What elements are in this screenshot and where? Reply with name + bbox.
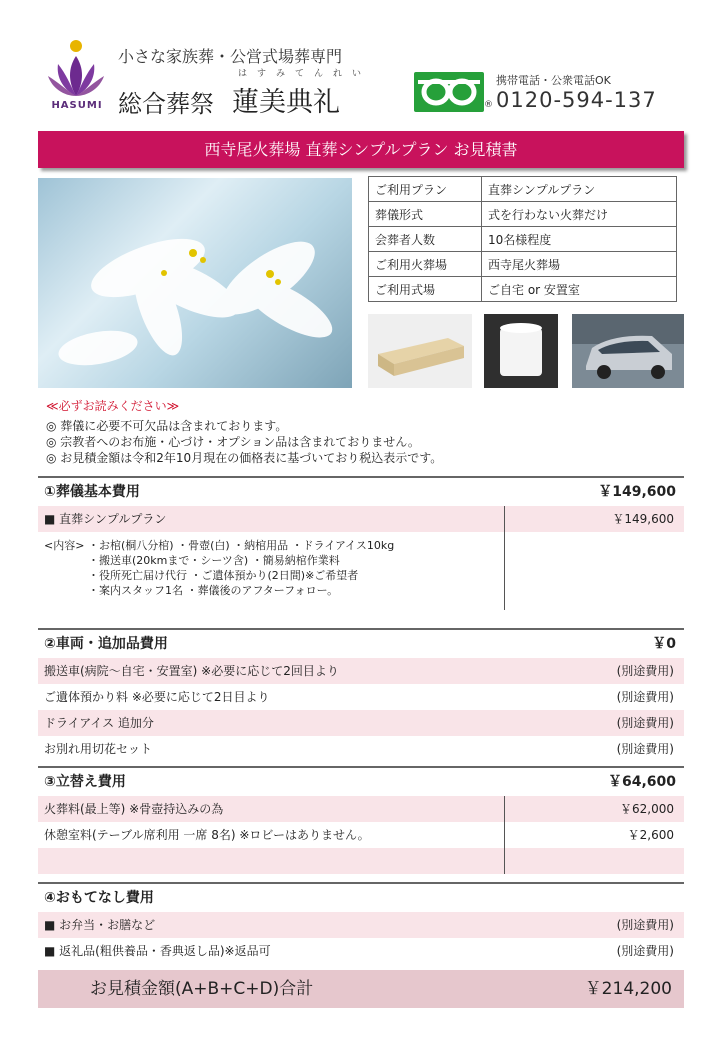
section-amount: ￥0 [652,636,676,652]
table-row [369,177,677,202]
section-title: ①葬儀基本費用 [44,484,140,500]
row-label: 搬送車(病院～自宅・安置室) ※必要に応じて2回目より [44,664,339,678]
row-label: ■ 返礼品(粗供養品・香典返し品)※返品可 [44,944,271,958]
table-row [38,684,684,710]
note-line: ◎ 葬儀に必要不可欠品は含まれております。 [46,419,288,433]
table-row [38,710,684,736]
plan-info-table [368,176,677,302]
plan-item-label: ■ 直葬シンプルプラン [44,512,167,526]
row-label: お別れ用切花セット [44,742,153,756]
column-divider [504,796,505,874]
section-amount: ￥64,600 [607,774,676,790]
row-label: 休憩室料(テーブル席利用 一席 8名) ※ロビーはありません。 [44,828,370,842]
tagline: 小さな家族葬・公営式場葬専門 [118,47,343,66]
notes-list [46,418,442,466]
plan-item-amount: ￥149,600 [612,512,674,526]
info-value: ご自宅 or 安置室 [482,277,677,302]
row-label: 火葬料(最上等) ※骨壺持込みの為 [44,802,224,816]
table-row [369,227,677,252]
table-row [38,938,684,964]
section-hospitality-header [38,882,684,913]
table-row [38,822,684,848]
section-title: ③立替え費用 [44,774,126,790]
notes-title: ≪必ずお読みください≫ [46,399,180,413]
row-value: (別途費用) [616,742,674,756]
table-row [369,202,677,227]
contents-line: ・役所死亡届け代行 ・ご遺体預かり(2日間)※ご希望者 [88,569,359,582]
column-divider [504,506,505,610]
row-value: (別途費用) [616,716,674,730]
table-row-empty [38,848,684,874]
note-line: ◎ お見積金額は令和2年10月現在の価格表に基づいており税込表示です。 [46,451,443,465]
row-label: ご遺体預かり料 ※必要に応じて2日目より [44,690,270,704]
section-title: ④おもてなし費用 [44,890,154,906]
section-advance-header [38,766,684,797]
hearse-car-photo [572,314,684,388]
section-basic-header [38,476,684,507]
table-row [369,252,677,277]
contents-line: ・お棺(桐八分棺) ・骨壺(白) ・納棺用品 ・ドライアイス10kg [88,539,395,552]
info-value: 式を行わない火葬だけ [482,202,677,227]
brand-ruby: はすみてんれい [238,69,372,79]
info-label: ご利用プラン [369,177,482,202]
contents-line: ・搬送車(20kmまで・シーツ含) ・簡易納棺作業料 [88,554,340,567]
row-label: ドライアイス 追加分 [44,716,154,730]
row-label: ■ お弁当・お膳など [44,918,156,932]
info-value: 10名様程度 [482,227,677,252]
note-line: ◎ 宗教者へのお布施・心づけ・オプション品は含まれておりません。 [46,435,420,449]
phone-number[interactable]: 0120-594-137 [496,88,657,112]
contents-lead: <内容> [44,539,85,552]
info-label: 会葬者人数 [369,227,482,252]
plan-contents [44,538,394,598]
row-value: (別途費用) [616,690,674,704]
grand-total [38,970,684,1008]
brand-prefix: 総合葬祭 [118,90,214,118]
brand-name: 蓮美典礼 [232,87,340,118]
contents-line: ・案内スタッフ1名 ・葬儀後のアフターフォロー。 [88,584,339,597]
logo-text: HASUMI [51,100,103,111]
table-row [38,736,684,762]
row-value: (別途費用) [616,944,674,958]
info-value: 直葬シンプルプラン [482,177,677,202]
section-vehicle-header [38,628,684,659]
section-amount: ￥149,600 [598,484,676,500]
row-value: ￥2,600 [627,828,674,842]
table-row [38,658,684,684]
total-amount: ￥214,200 [584,979,672,999]
freedial-icon [414,72,484,112]
info-label: ご利用式場 [369,277,482,302]
row-value: ￥62,000 [620,802,674,816]
lily-photo [38,178,352,388]
row-value: (別途費用) [616,664,674,678]
table-row [38,796,684,822]
info-label: ご利用火葬場 [369,252,482,277]
phone-label: 携帯電話・公衆電話OK [496,74,611,87]
table-row [38,912,684,938]
info-label: 葬儀形式 [369,202,482,227]
section-title: ②車両・追加品費用 [44,636,168,652]
table-row [369,277,677,302]
registered-mark: ® [484,100,493,110]
plan-item-row [38,506,684,532]
urn-photo [484,314,558,388]
total-label: お見積金額(A+B+C+D)合計 [90,979,314,999]
coffin-photo [368,314,472,388]
info-value: 西寺尾火葬場 [482,252,677,277]
page-title: 西寺尾火葬場 直葬シンプルプラン お見積書 [38,131,684,168]
row-value: (別途費用) [616,918,674,932]
